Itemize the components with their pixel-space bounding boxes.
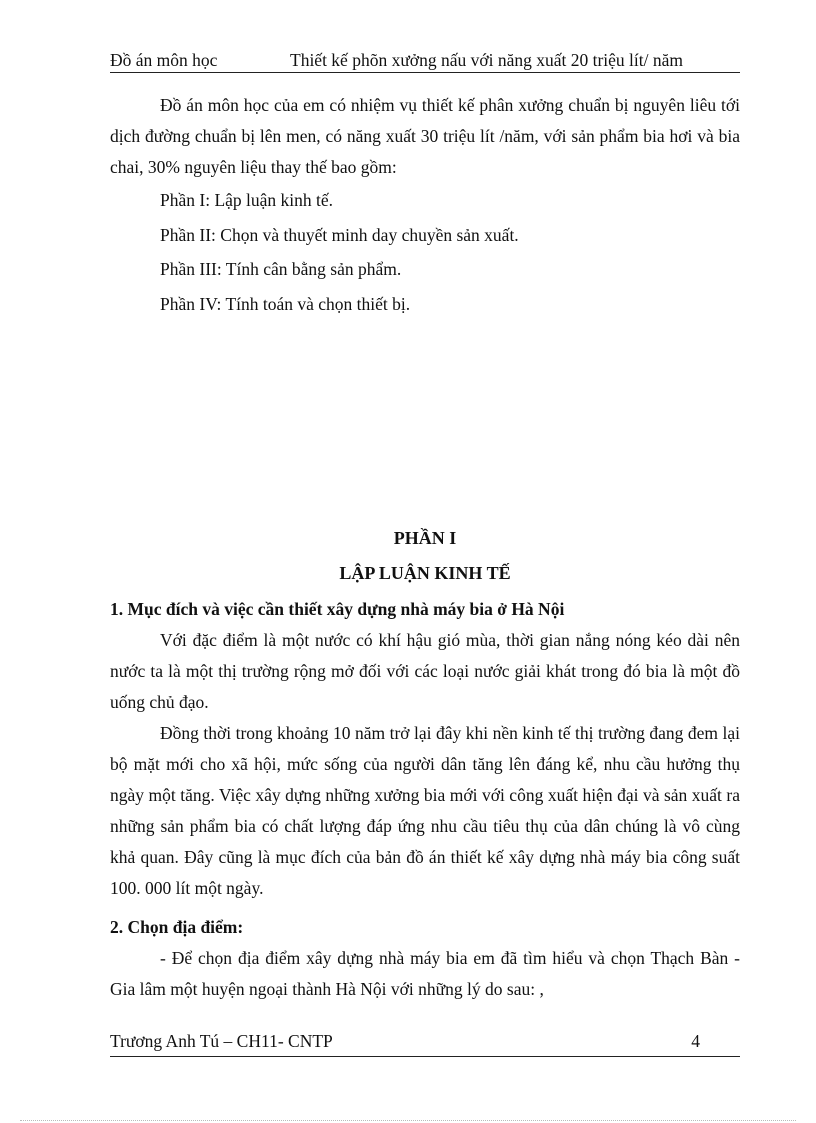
part-list-item: Phần II: Chọn và thuyết minh day chuyền sản xuất. [160,224,519,245]
intro-block [110,90,740,321]
part-list-item: Phần IV: Tính toán và chọn thiết bị. [160,293,411,314]
part-list-item: Phần I: Lập luận kinh tế. [160,190,334,210]
part-list-item: Phần III: Tính cân bằng sản phẩm. [160,259,402,279]
section-1-paragraph: Với đặc điểm là một nước có khí hậu gió mùa, thời gian nắng nóng kéo dài nên nước ta là một thị trường rộng mở đối với các loại nước giải khát trong đó bia là một đồ uống chủ đạo. [110,630,740,712]
section-1-paragraph: Đồng thời trong khoảng 10 năm trở lại đây khi nền kinh tế thị trường đang đem lại bộ mặt mới cho xã hội, mức sống của người dân tăng lên đáng kể, nhu cầu hưởng thụ ngày một tăng. Việc xây dựng những xưởng bia mới với công xuất hiện đại và sản xuất ra những sản phẩm bia có chất lượng đáp ứng nhu cầu tiêu thụ của dân chúng là vô cùng khả quan. Đây cũng là mục đích của bản đồ án thiết kế xây dựng nhà máy bia công suất 100. 000 lít một ngày. [110,723,740,898]
section-2 [110,912,740,1005]
section-1-heading: 1. Mục đích và việc cần thiết xây dựng nhà máy bia ở Hà Nội [110,599,565,619]
page-number: 4 [691,1031,700,1051]
part-subtitle: LẬP LUẬN KINH TẾ [339,563,511,583]
intro-paragraph: Đồ án môn học của em có nhiệm vụ thiết kế phân xưởng chuẩn bị nguyên liêu tới dịch đường chuẩn bị lên men, có năng xuất 30 triệu lít /năm, với sản phẩm bia hơi và bia chai, 30% nguyên liệu thay thế bao gồm: [110,95,740,177]
footer-author: Trương Anh Tú – CH11- CNTP [110,1031,333,1051]
page-header [110,48,740,73]
header-course-label: Đồ án môn học [110,50,218,70]
part-title: PHẦN I [393,528,457,548]
section-2-heading: 2. Chọn địa điểm: [110,917,244,937]
section-2-paragraph: - Để chọn địa điểm xây dựng nhà máy bia em đã tìm hiểu và chọn Thạch Bàn - Gia lâm một huyện ngoại thành Hà Nội với những lý do sau: , [110,948,740,999]
page-footer [110,1030,740,1057]
page-bottom-divider [20,1120,796,1121]
header-project-title: Thiết kế phõn xưởng nấu với năng xuất 20 triệu lít/ năm [290,50,683,70]
section-1 [110,594,740,904]
